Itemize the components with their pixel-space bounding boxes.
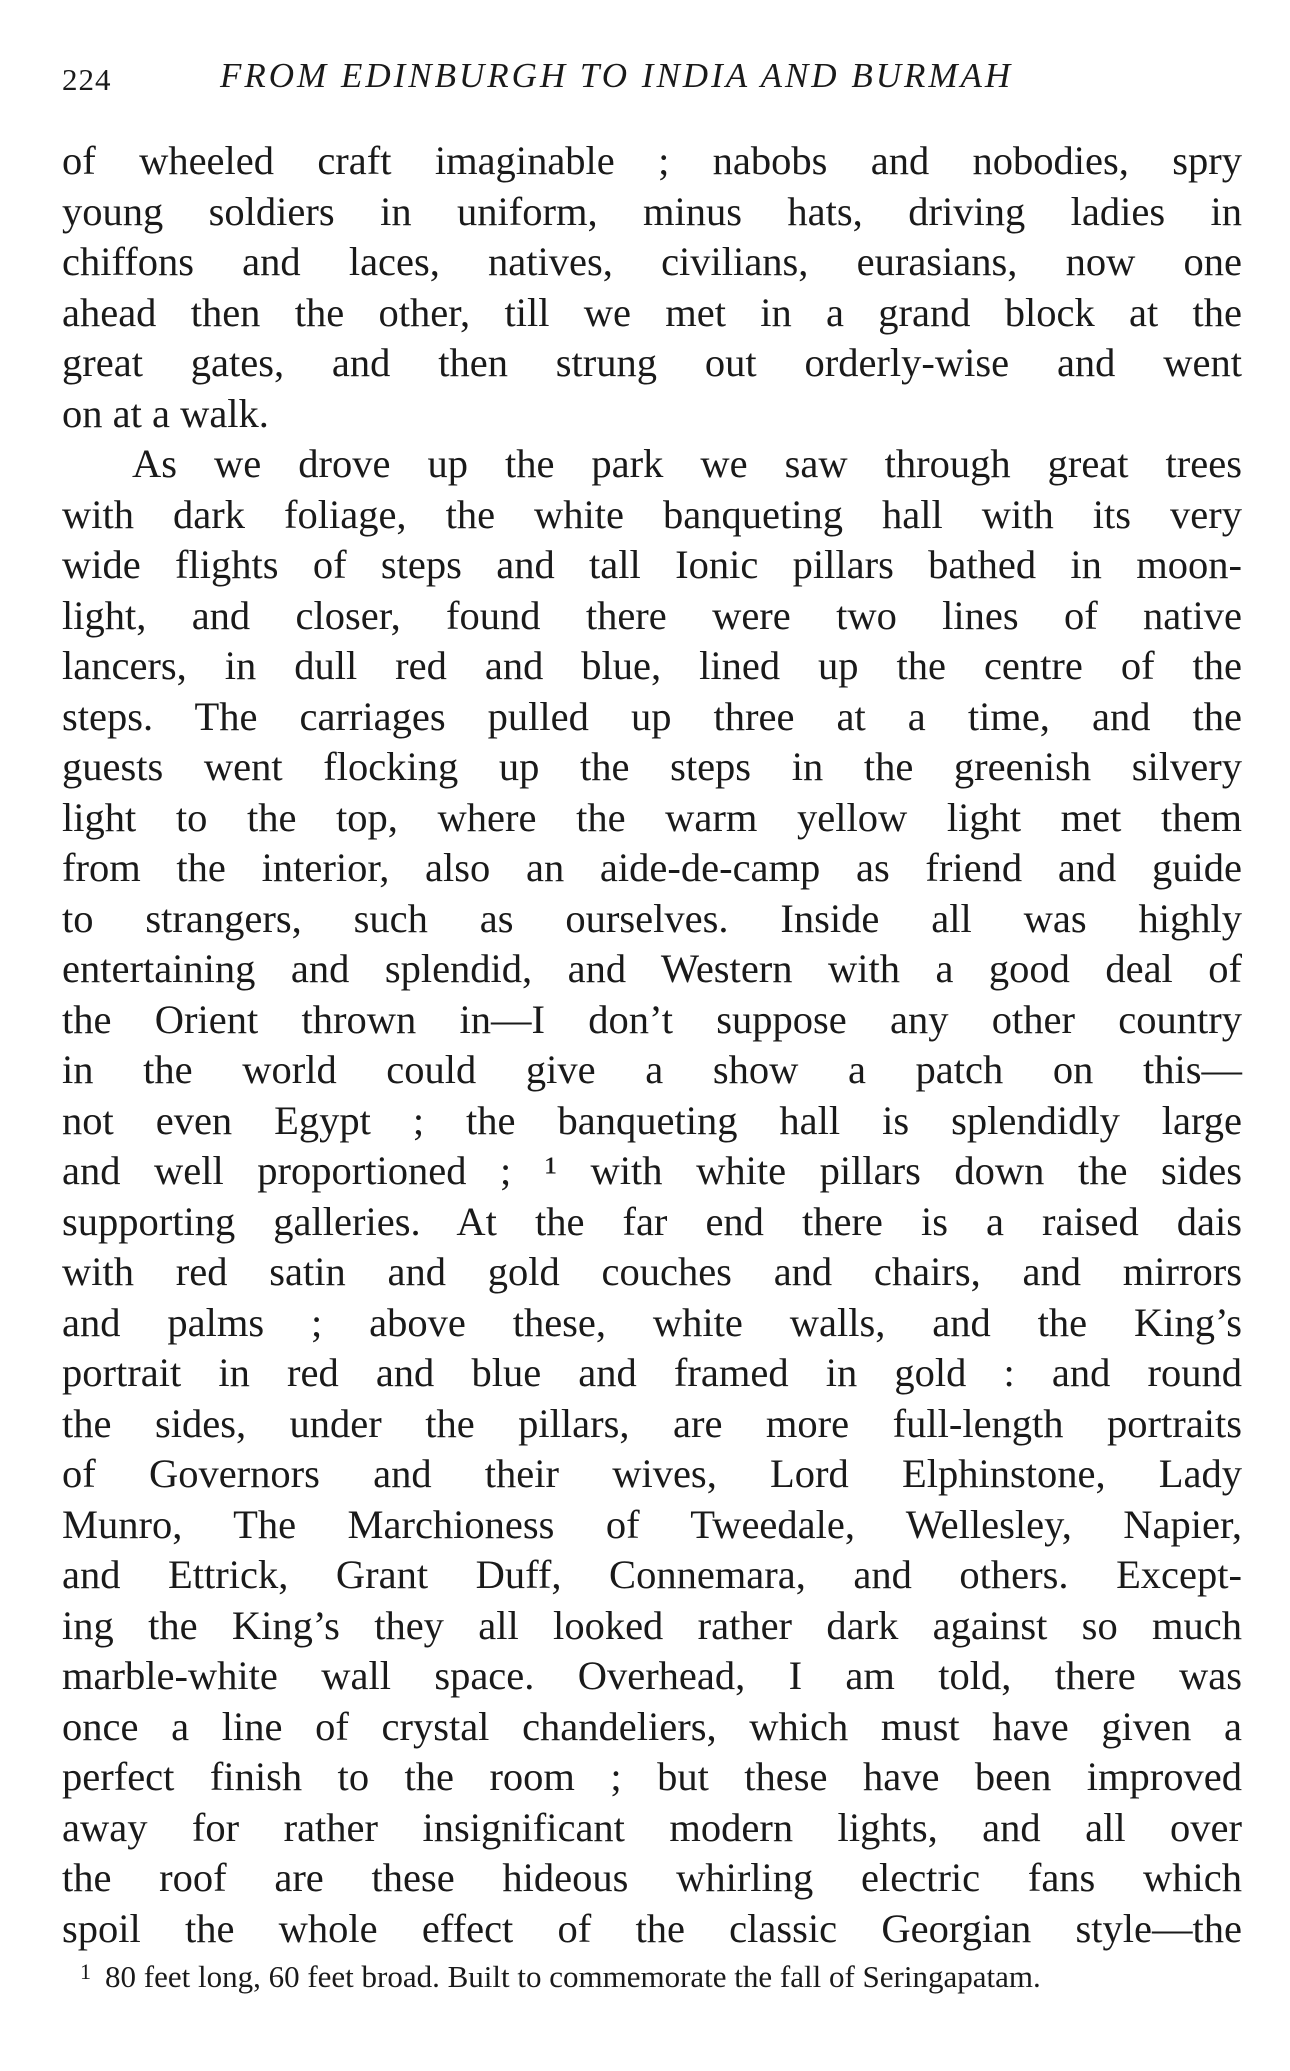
text-line: guests went flocking up the steps in the greenish silvery — [62, 744, 1242, 789]
footnote-text: 80 feet long, 60 feet broad. Built to commemorate the fall of Seringapatam. — [105, 1959, 1041, 1994]
text-line: ing the King’s they all looked rather dark against so much — [62, 1602, 1242, 1648]
running-head — [62, 56, 1242, 106]
text-line: of Governors and their wives, Lord Elphinstone, Lady — [62, 1451, 1242, 1496]
text-line: perfect finish to the room ; but these have been improved — [62, 1754, 1242, 1799]
text-line: of wheeled craft imaginable ; nabobs and nobodies, spry — [62, 138, 1242, 183]
text-line: with dark foliage, the white banqueting hall with its very — [62, 491, 1242, 537]
text-line: wide flights of steps and tall Ionic pillars bathed in moon- — [62, 542, 1242, 587]
text-line: spoil the whole effect of the classic Georgian style—the — [62, 1905, 1242, 1951]
text-line: away for rather insignificant modern lights, and all over — [62, 1804, 1242, 1850]
text-line: the sides, under the pillars, are more full-length portraits — [62, 1400, 1242, 1446]
text-line: and Ettrick, Grant Duff, Connemara, and others. Except- — [62, 1552, 1242, 1597]
text-line: the Orient thrown in—I don’t suppose any other country — [62, 996, 1242, 1042]
footnote-marker: 1 — [80, 1959, 91, 1984]
running-title: FROM EDINBURGH TO INDIA AND BURMAH — [220, 56, 1014, 95]
text-line: supporting galleries. At the far end there is a raised dais — [62, 1198, 1242, 1244]
text-line: lancers, in dull red and blue, lined up the centre of the — [62, 643, 1242, 688]
body-text — [62, 136, 1242, 1954]
text-line: not even Egypt ; the banqueting hall is splendidly large — [62, 1097, 1242, 1143]
text-line: ahead then the other, till we met in a grand block at the — [62, 289, 1242, 335]
text-line: young soldiers in uniform, minus hats, driving ladies in — [62, 188, 1242, 234]
page-number: 224 — [62, 62, 112, 97]
text-line: light, and closer, found there were two lines of native — [62, 592, 1242, 638]
text-line: light to the top, where the warm yellow light met them — [62, 794, 1242, 840]
text-line: in the world could give a show a patch on this— — [62, 1047, 1242, 1092]
text-line: to strangers, such as ourselves. Inside all was highly — [62, 895, 1242, 941]
footnote — [80, 1952, 1240, 1997]
text-line: from the interior, also an aide-de-camp as friend and guide — [62, 845, 1242, 890]
text-line: portrait in red and blue and framed in gold : and round — [62, 1350, 1242, 1395]
text-line: the roof are these hideous whirling electric fans which — [62, 1855, 1242, 1900]
text-line: great gates, and then strung out orderly-wise and went — [62, 340, 1242, 385]
text-line: entertaining and splendid, and Western with a good deal of — [62, 946, 1242, 991]
text-line: Munro, The Marchioness of Tweedale, Wellesley, Napier, — [62, 1501, 1242, 1547]
text-line: steps. The carriages pulled up three at a time, and the — [62, 693, 1242, 739]
paragraph-start-line: As we drove up the park we saw through great trees — [132, 441, 1242, 486]
text-line: once a line of crystal chandeliers, which must have given a — [62, 1703, 1242, 1749]
text-line: and palms ; above these, white walls, and the King’s — [62, 1299, 1242, 1345]
text-line: and well proportioned ; ¹ with white pillars down the sides — [62, 1148, 1242, 1193]
text-line: marble-white wall space. Overhead, I am told, there was — [62, 1653, 1242, 1698]
text-line: with red satin and gold couches and chairs, and mirrors — [62, 1249, 1242, 1294]
paragraph-end-line: on at a walk. — [62, 390, 269, 436]
text-line: chiffons and laces, natives, civilians, eurasians, now one — [62, 239, 1242, 284]
